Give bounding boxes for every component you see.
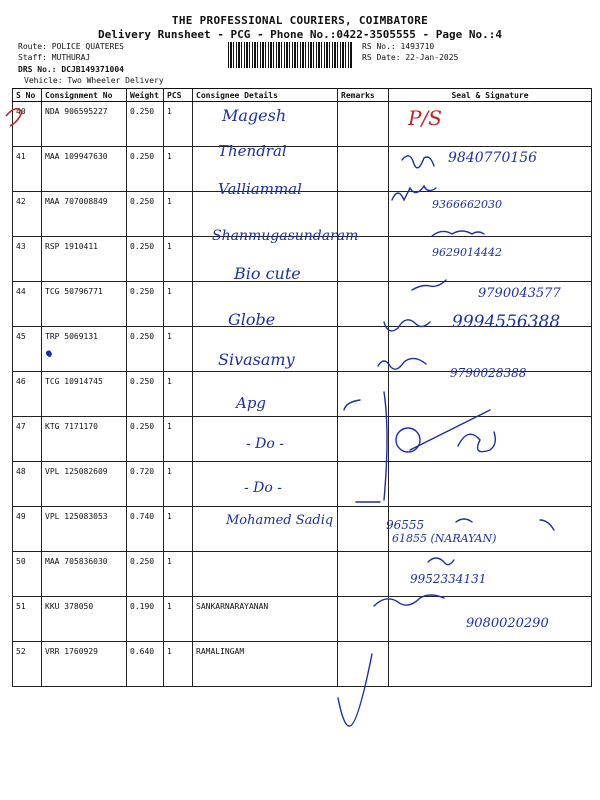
cell-pcs: 1 xyxy=(164,462,193,507)
cell-consignment: TCG 50796771 xyxy=(42,282,127,327)
col-seal: Seal & Signature xyxy=(389,89,592,102)
cell-weight: 0.250 xyxy=(127,237,164,282)
cell-weight: 0.250 xyxy=(127,552,164,597)
signature-50 xyxy=(456,519,554,530)
bracket-47-49 xyxy=(344,392,387,502)
cell-sno: 49 xyxy=(13,507,42,552)
cell-pcs: 1 xyxy=(164,192,193,237)
cell-sno: 44 xyxy=(13,282,42,327)
cell-pcs: 1 xyxy=(164,507,193,552)
stamp-circle-48 xyxy=(396,428,420,452)
cell-sno: 42 xyxy=(13,192,42,237)
cell-consignment: RSP 1910411 xyxy=(42,237,127,282)
cell-weight: 0.250 xyxy=(127,327,164,372)
cell-pcs: 1 xyxy=(164,552,193,597)
rs-number: RS No.: 1493710 xyxy=(362,42,435,51)
hw-name-50: Mohamed Sadiq xyxy=(226,513,334,528)
col-remarks: Remarks xyxy=(338,89,389,102)
hw-phone-46: 9790028388 xyxy=(450,366,527,380)
signature-43 xyxy=(432,231,484,236)
cell-weight: 0.740 xyxy=(127,507,164,552)
col-sno: S No xyxy=(13,89,42,102)
rs-date: RS Date: 22-Jan-2025 xyxy=(362,53,459,62)
cell-consignment: MAA 707008849 xyxy=(42,192,127,237)
signature-52 xyxy=(374,595,444,606)
cell-sno: 50 xyxy=(13,552,42,597)
cell-consignment: VRR 1760929 xyxy=(42,642,127,687)
hw-phone-50a: 96555 xyxy=(386,518,425,532)
cell-consignment: VPL 125082609 xyxy=(42,462,127,507)
cell-weight: 0.720 xyxy=(127,462,164,507)
cell-consignment: VPL 125083053 xyxy=(42,507,127,552)
hw-name-42: Valliammal xyxy=(218,180,302,198)
vehicle-label: Vehicle: Two Wheeler Delivery xyxy=(24,76,164,85)
hw-name-49: - Do - xyxy=(244,480,283,496)
hw-name-47: Apg xyxy=(236,394,267,412)
col-consignee: Consignee Details xyxy=(193,89,338,102)
cell-pcs: 1 xyxy=(164,237,193,282)
cell-consignment: MAA 705836030 xyxy=(42,552,127,597)
cell-weight: 0.250 xyxy=(127,147,164,192)
signature-45 xyxy=(384,320,430,331)
signature-46 xyxy=(378,358,426,369)
cell-consignment: TCG 10914745 xyxy=(42,372,127,417)
cell-sno: 48 xyxy=(13,462,42,507)
hw-name-48: - Do - xyxy=(246,436,285,452)
hw-phone-50b: 61855 (NARAYAN) xyxy=(392,532,497,545)
hw-phone-52: 9080020290 xyxy=(466,616,549,631)
cell-weight: 0.250 xyxy=(127,102,164,147)
signature-42 xyxy=(392,186,436,200)
hw-phone-42: 9366662030 xyxy=(432,198,502,211)
cell-sno: 40 xyxy=(13,102,42,147)
cell-pcs: 1 xyxy=(164,282,193,327)
company-title: THE PROFESSIONAL COURIERS, COIMBATORE xyxy=(171,14,429,27)
ink-dot-46 xyxy=(46,350,52,357)
cell-consignment: NDA 906595227 xyxy=(42,102,127,147)
cell-sno: 43 xyxy=(13,237,42,282)
hw-phone-43: 9629014442 xyxy=(432,246,502,259)
cell-sno: 51 xyxy=(13,597,42,642)
cell-sno: 52 xyxy=(13,642,42,687)
runsheet-subtitle: Delivery Runsheet - PCG - Phone No.:0422-3505555 - Page No.:4 xyxy=(98,28,502,41)
cell-weight: 0.250 xyxy=(127,417,164,462)
hw-name-44: Bio cute xyxy=(234,264,301,283)
cell-sno: 41 xyxy=(13,147,42,192)
cell-pcs: 1 xyxy=(164,327,193,372)
signature-41 xyxy=(402,156,434,168)
col-consignment: Consignment No xyxy=(42,89,127,102)
cell-sno: 47 xyxy=(13,417,42,462)
cell-weight: 0.250 xyxy=(127,372,164,417)
hw-name-40: Magesh xyxy=(222,106,287,125)
drs-number: DRS No.: DCJB149371004 xyxy=(18,65,124,74)
col-pcs: PCS xyxy=(164,89,193,102)
signature-51 xyxy=(428,558,454,565)
hw-name-43: Shanmugasundaram xyxy=(212,228,359,244)
cell-pcs: 1 xyxy=(164,372,193,417)
hw-phone-51: 9952334131 xyxy=(410,572,487,586)
row-40-strike xyxy=(6,109,22,126)
hw-seal-40: P/S xyxy=(408,106,442,130)
staff-label: Staff: MUTHURAJ xyxy=(18,53,91,62)
cell-pcs: 1 xyxy=(164,102,193,147)
cell-weight: 0.190 xyxy=(127,597,164,642)
cell-pcs: 1 xyxy=(164,147,193,192)
signature-44 xyxy=(412,280,446,290)
cell-weight: 0.640 xyxy=(127,642,164,687)
cell-weight: 0.250 xyxy=(127,282,164,327)
signature-48 xyxy=(458,432,495,452)
cell-consignee: SANKARNARAYANAN xyxy=(193,597,338,642)
route-label: Route: POLICE QUATERES xyxy=(18,42,124,51)
hw-phone-45: 9994556388 xyxy=(452,312,561,332)
checkmark xyxy=(338,654,372,726)
hw-name-45: Globe xyxy=(228,310,276,329)
hw-name-46: Sivasamy xyxy=(218,350,295,369)
cell-pcs: 1 xyxy=(164,417,193,462)
hw-phone-44: 9790043577 xyxy=(478,286,561,301)
cell-consignee: RAMALINGAM xyxy=(193,642,338,687)
cell-consignment: KTG 7171170 xyxy=(42,417,127,462)
cell-consignment: KKU 378050 xyxy=(42,597,127,642)
cell-pcs: 1 xyxy=(164,642,193,687)
cell-sno: 45 xyxy=(13,327,42,372)
cell-pcs: 1 xyxy=(164,597,193,642)
cell-consignment: MAA 109947630 xyxy=(42,147,127,192)
hw-phone-41: 9840770156 xyxy=(448,150,538,166)
hw-name-41: Thendral xyxy=(218,142,287,160)
cell-weight: 0.250 xyxy=(127,192,164,237)
col-weight: Weight xyxy=(127,89,164,102)
cell-consignment: TRP 5069131 xyxy=(42,327,127,372)
cell-sno: 46 xyxy=(13,372,42,417)
